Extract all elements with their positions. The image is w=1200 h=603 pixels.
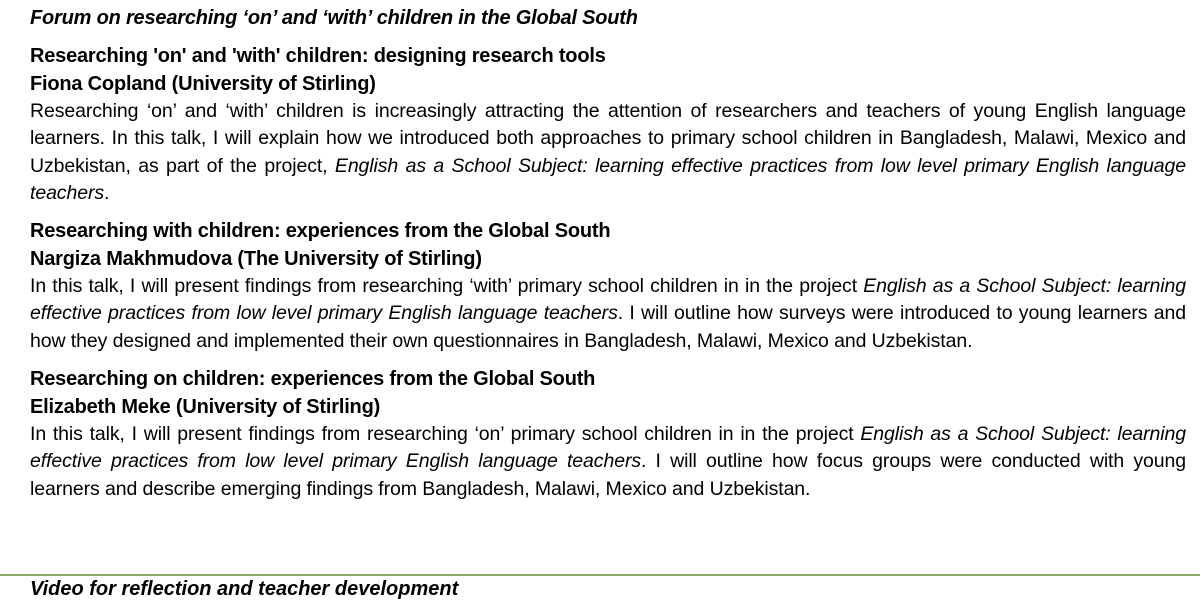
talk-1: [30, 42, 1186, 207]
talk-speaker: Fiona Copland (University of Stirling): [30, 73, 376, 95]
abstract-text: In this talk, I will present findings from researching ‘on’ primary school children in in the project: [30, 423, 861, 446]
talk-2: [30, 217, 1186, 355]
abstract-text: .: [104, 181, 110, 204]
talk-abstract: [30, 273, 1186, 355]
abstract-text: Researching ‘on’ and ‘with’ children is increasingly attracting the attention of researchers and teachers of young English language learners. In this talk, I will explain how we introduced both approaches to primary school children in Bangladesh, Malawi, Mexico and Uzbekistan, as part of the project,: [30, 100, 1186, 177]
project-title: English as a School Subject: learning effective practices from low level primary English language teachers: [30, 275, 1186, 325]
document-body: [30, 4, 1186, 513]
abstract-text: In this talk, I will present findings from researching ‘with’ primary school children in in the project: [30, 275, 864, 298]
talk-speaker: Nargiza Makhmudova (The University of Stirling): [30, 248, 482, 271]
abstract-text: . I will outline how focus groups were conducted with young learners and describe emerging findings from Bangladesh, Malawi, Mexico and Uzbekistan.: [30, 450, 1186, 500]
talk-title: Researching with children: experiences from the Global South: [30, 220, 611, 243]
project-title: English as a School Subject: learning effective practices from low level primary English language teachers: [30, 154, 1187, 204]
forum-title: Forum on researching ‘on’ and ‘with’ children in the Global South: [30, 7, 638, 29]
talk-title: Researching 'on' and 'with' children: designing research tools: [30, 45, 606, 67]
project-title: English as a School Subject: learning effective practices from low level primary English language teachers: [30, 423, 1186, 473]
talk-3: [30, 365, 1186, 503]
abstract-text: . I will outline how surveys were introduced to young learners and how they designed and implemented their own questionnaires in Bangladesh, Malawi, Mexico and Uzbekistan.: [30, 302, 1186, 352]
talk-abstract: [30, 421, 1186, 503]
talk-title: Researching on children: experiences from the Global South: [30, 368, 596, 391]
talk-speaker: Elizabeth Meke (University of Stirling): [30, 396, 381, 419]
next-section-heading: Video for reflection and teacher development: [30, 578, 459, 600]
talk-abstract: [30, 98, 1186, 207]
